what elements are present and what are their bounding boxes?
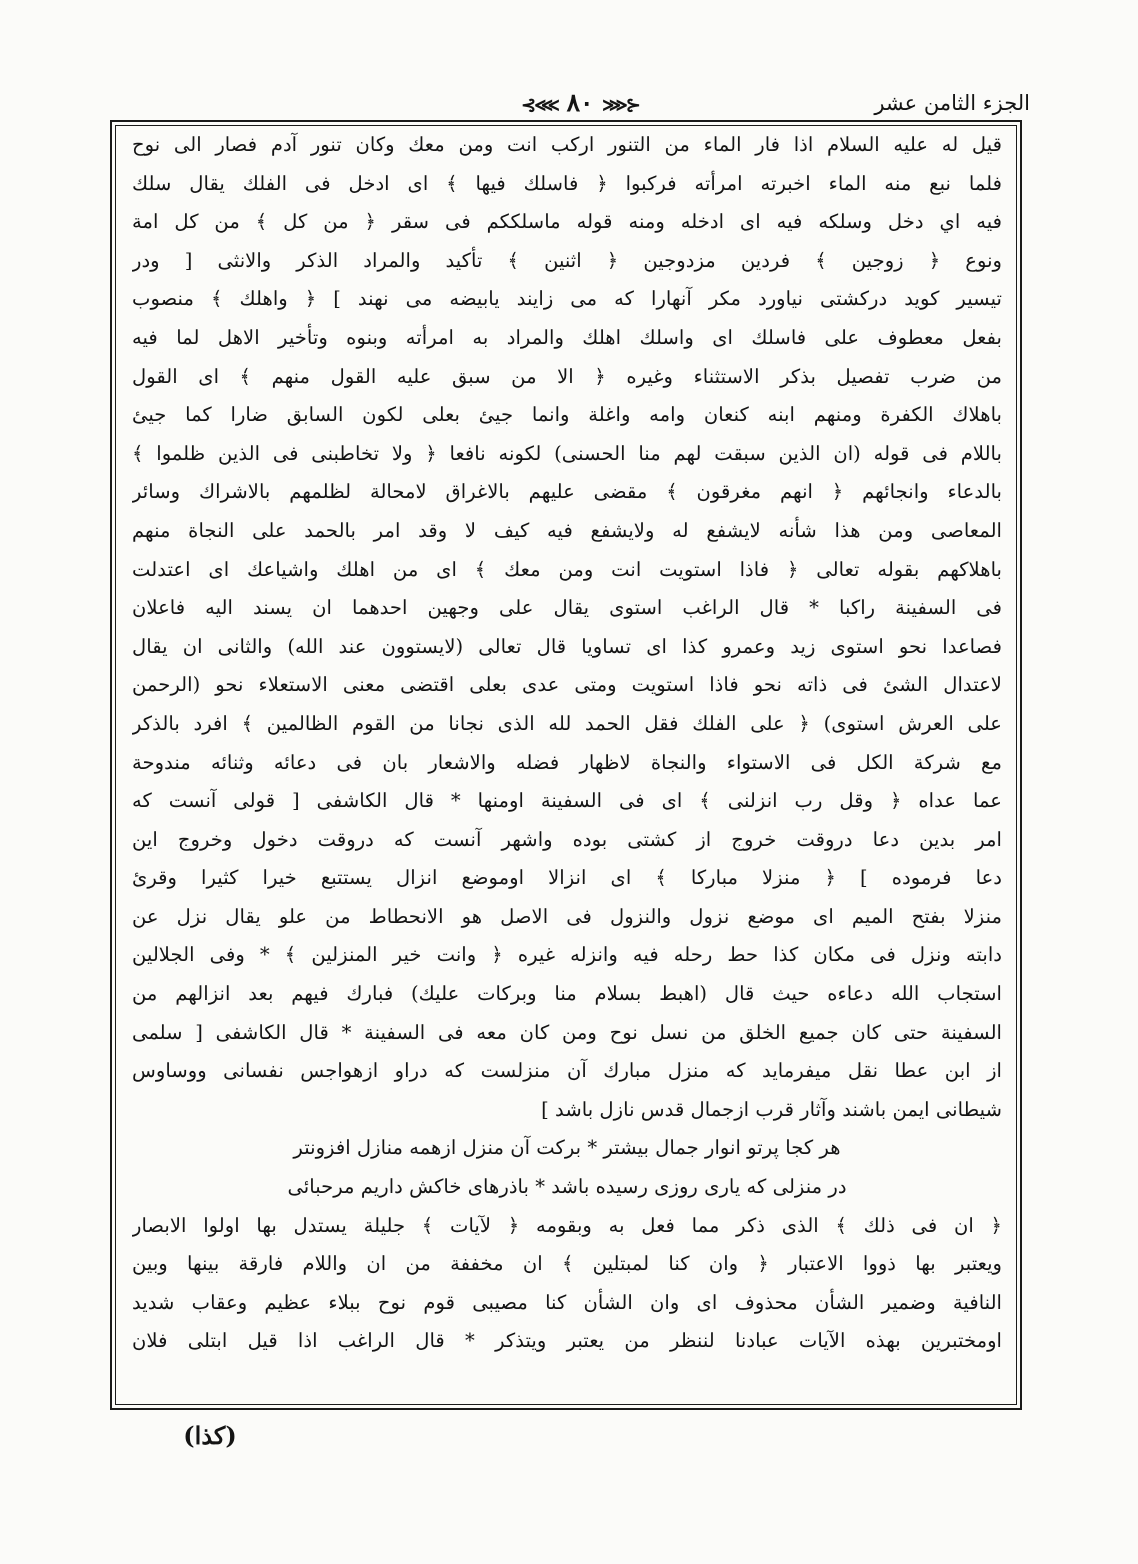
catchword: (كذا) [183,1421,237,1450]
page-number [515,86,645,120]
text-line: دابته ونزل فى مكان كذا حط رحله فيه وانزله غيره ﴿ وانت خير المنزلين ﴾ * وفى الجلالين [132,943,1002,967]
text-line: دعا فرموده ] ﴿ منزلا مباركا ﴾ اى انزالا اوموضع انزال يستتبع خيرا كثيرا وقرئ [132,866,1002,890]
text-line: ﴿ ان فى ذلك ﴾ الذى ذكر مما فعل به وبقومه ﴿ لآيات ﴾ جليلة يستدل بها اولوا الابصار [132,1213,1002,1237]
text-line: تيسير كويد دركشتى نياورد مكر آنهارا كه مى زايند يابيضه مى نهند ] ﴿ واهلك ﴾ منصوب [132,287,1002,311]
poem-verse: در منزلى كه يارى روزى رسيده باشد * باذرهاى خاكش داريم مرحبائى [287,1175,847,1199]
text-line: مع شركة الكل فى الاستواء والنجاة لاظهار فضله والاشعار بان فى دعائه وثنائه مندوحة [132,750,1002,774]
text-line: فلما نبع منه الماء اخبرته امرأته فركبوا ﴿ فاسلك فيها ﴾ اى ادخل فى الفلك يقال سلك [132,171,1002,195]
text-line: منزلا بفتح الميم اى موضع نزول والنزول فى الاصل هو الانحطاط من علو يقال نزل عن [132,904,1002,928]
text-line: ويعتبر بها ذووا الاعتبار ﴿ وان كنا لمبتلين ﴾ ان مخففة من ان واللام فارقة بينها وبين [132,1252,1002,1276]
text-line: از ابن عطا نقل ميفرمايد كه منزل مبارك آن منزلست كه دراو ازهواجس نفسانى ووساوس [132,1059,1002,1083]
text-line: السفينة حتى كان جميع الخلق من نسل نوح ومن كان معه فى السفينة * قال الكاشفى [ سلمى [132,1020,1002,1044]
poem-verse: هر كجا پرتو انوار جمال بيشتر * بركت آن منزل ازهمه منازل افزونتر [293,1136,841,1160]
page-number-value: ٨٠ [566,88,594,117]
text-line: استجاب الله دعاءه حيث قال (اهبط بسلام منا وبركات عليك) فبارك فيهم بعد انزالهم من [132,982,1002,1006]
text-line: بالدعاء وانجائهم ﴿ انهم مغرقون ﴾ مقضى عليهم بالاغراق لامحالة لظلمهم بالاشراك وسائر [132,480,1002,504]
text-line: المعاصى ومن هذا شأنه لايشفع له ولايشفع فيه كيف لا وقد امر بالحمد على النجاة منهم [132,518,1002,542]
text-line: ونوع ﴿ زوجين ﴾ فردين مزدوجين ﴿ اثنين ﴾ تأكيد والمراد الذكر والانثى [ ودر [132,248,1002,272]
text-line: فصاعدا نحو استوى زيد وعمرو كذا اى تساويا قال تعالى (لايستوون عند الله) والثانى ان يقال [132,634,1002,658]
text-body [132,126,1002,1404]
running-title: الجزء الثامن عشر [874,91,1030,115]
text-line: باللام فى قوله (ان الذين سبقت لهم منا الحسنى) لكونه نافعا ﴿ ولا تخاطبنى فى الذين ظلموا ﴾ [132,441,1002,465]
text-line: فيه اي دخل وسلكه فيه اى ادخله ومنه قوله ماسلككم فى سقر ﴿ من كل ﴾ من كل امة [132,210,1002,234]
page-header [110,86,1030,120]
text-line: امر بدين دعا دروقت خروج از كشتى بوده واشهر آنست كه دروقت دخول وخروج اين [132,827,1002,851]
text-line: النافية وضمير الشأن محذوف اى وان الشأن كنا مصيبى قوم نوح ببلاء عظيم وعقاب شديد [132,1290,1002,1314]
text-line: فى السفينة راكبا * قال الراغب استوى يقال على وجهين احدهما ان يسند اليه فاعلان [132,596,1002,620]
text-line: على العرش استوى) ﴿ على الفلك فقل الحمد لله الذى نجانا من القوم الظالمين ﴾ افرد بالذكر [132,711,1002,735]
text-line: اومختبرين بهذه الآيات عبادنا لننظر من يعتبر ويتذكر * قال الراغب اذا قيل ابتلى فلان [132,1329,1002,1353]
text-line: شيطانى ايمن باشند وآثار قرب ازجمال قدس نازل باشد ] [541,1097,1002,1121]
text-line: عما عداه ﴿ وقل رب انزلنى ﴾ اى فى السفينة اومنها * قال الكاشفى [ قولى آنست كه [132,789,1002,813]
text-line: لاعتدال الشئ فى ذاته نحو فاذا استويت ومتى عدى بعلى اقتضى معنى الاستعلاء نحو (الرحمن [132,673,1002,697]
text-frame [110,120,1022,1410]
text-line: من ضرب تفصيل بذكر الاستثناء وغيره ﴿ الا من سبق عليه القول منهم ﴾ اى القول [132,364,1002,388]
text-line: بفعل معطوف على فاسلك اى واسلك اهلك والمراد به امرأته وبنوه وتأخير الاهل لما فيه [132,325,1002,349]
text-line: باهلاك الكفرة ومنهم ابنه كنعان وامه واغلة وانما جيئ بعلى لكون السابق ضارا كما جيئ [132,403,1002,427]
right-ornament-icon: ⋙⊱ [602,95,639,116]
left-ornament-icon: ⊰⋘ [521,95,558,116]
text-line: قيل له عليه السلام اذا فار الماء من التنور اركب انت ومن معك وكان تنور آدم فصار الى نوح [132,133,1002,156]
text-line: باهلاكهم بقوله تعالى ﴿ فاذا استويت انت ومن معك ﴾ اى من اهلك واشياعك اى اعتدلت [132,557,1002,581]
